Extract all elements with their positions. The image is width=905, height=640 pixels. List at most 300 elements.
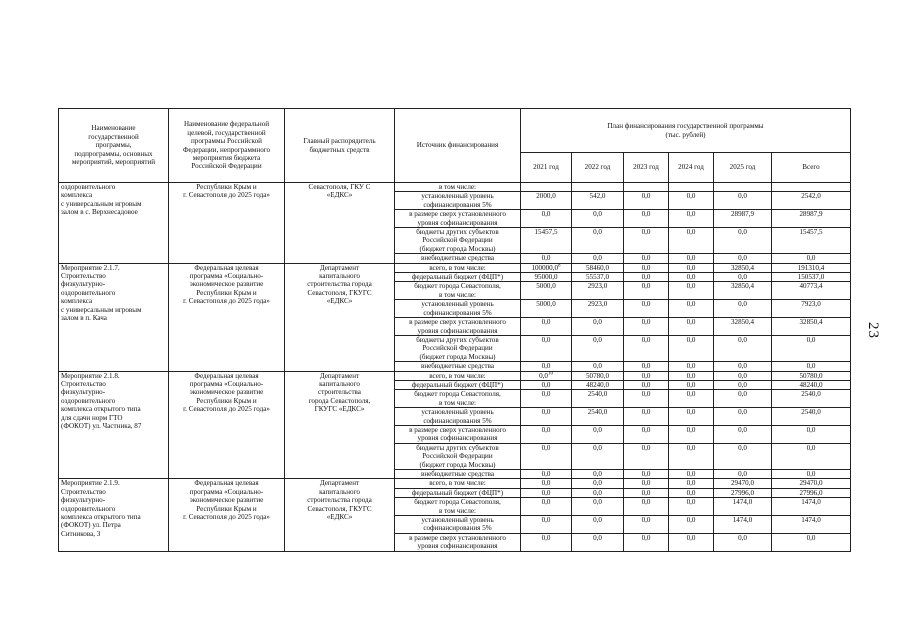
value-text: 0,0 — [686, 273, 696, 282]
year-value-cell — [624, 380, 669, 389]
funding-source-cell: бюджеты других субъектов Российской Федерации (бюджет города Москвы) — [395, 228, 521, 254]
value-text: 0,0 — [641, 516, 651, 525]
year-value-cell — [669, 183, 714, 192]
federal-program-cell: Федеральная целевая программа «Социально- экономическое развитие Республики Крым и г. Севастополя до 2025 года» — [169, 371, 285, 479]
year-value-cell — [669, 470, 714, 479]
total-value-cell — [772, 335, 851, 361]
year-value-cell — [714, 183, 772, 192]
year-value-cell — [521, 443, 572, 469]
value-text: 0,0 — [541, 488, 551, 497]
year-value-cell — [714, 425, 772, 443]
value-text: 0,0 — [686, 371, 696, 380]
year-value-cell — [572, 228, 624, 254]
year-value-cell — [521, 183, 572, 192]
year-value-cell — [521, 335, 572, 361]
funding-source-cell: в размере сверх установленного уровня софинансирования — [395, 318, 521, 336]
year-value-cell — [624, 470, 669, 479]
value-text: 28987,9 — [799, 210, 823, 219]
total-value-cell — [772, 408, 851, 426]
year-value-cell — [669, 254, 714, 263]
year-value-cell — [714, 380, 772, 389]
value-text: 0,0 — [541, 390, 551, 399]
value-text: 0,0 — [806, 335, 816, 344]
header-year: 2023 год — [624, 153, 669, 183]
value-text: 0,0 — [641, 443, 651, 452]
year-value-cell — [624, 425, 669, 443]
value-text: 0,0 — [738, 380, 747, 389]
budget-manager-cell: Севастополя, ГКУ С «ЕДКС» — [285, 183, 395, 264]
value-text: 0,0 — [541, 408, 551, 417]
value-text: 0,0 — [686, 516, 696, 525]
year-value-cell — [521, 371, 572, 380]
year-value-cell — [669, 335, 714, 361]
value-text: 0,0 — [593, 362, 602, 371]
funding-source-cell: бюджеты других субъектов Российской Федерации (бюджет города Москвы) — [395, 335, 521, 361]
value-text: 29470,0 — [799, 479, 823, 488]
year-value-cell — [624, 362, 669, 371]
year-value-cell — [669, 371, 714, 380]
year-value-cell — [714, 390, 772, 408]
year-value-cell — [714, 498, 772, 516]
year-value-cell — [624, 273, 669, 282]
year-value-cell — [669, 498, 714, 516]
year-value-cell — [572, 498, 624, 516]
year-value-cell — [669, 263, 714, 272]
total-value-cell — [772, 488, 851, 497]
value-text: 0,0 — [686, 443, 696, 452]
total-value-cell — [772, 443, 851, 469]
year-value-cell — [572, 408, 624, 426]
year-value-cell — [521, 228, 572, 254]
total-value-cell — [772, 228, 851, 254]
value-text: 0,0 — [541, 210, 551, 219]
value-text: 27996,0 — [730, 488, 755, 497]
value-text: 0,0 — [593, 254, 602, 263]
value-text: 0,0 — [541, 254, 551, 263]
year-value-cell — [714, 533, 772, 551]
value-text: 2540,0 — [587, 390, 608, 399]
header-budget-manager: Главный распорядитель бюджетных средств — [285, 109, 395, 183]
value-text: 0,0 — [806, 443, 816, 452]
funding-source-cell: в размере сверх установленного уровня софинансирования — [395, 533, 521, 551]
year-value-cell — [572, 273, 624, 282]
value-text: 0,0 — [686, 408, 696, 417]
header-financing-plan: План финансирования государственной программы (тыс. рублей) — [521, 109, 851, 153]
year-value-cell — [521, 498, 572, 516]
value-text: 2542,0 — [801, 192, 821, 201]
year-value-cell — [624, 533, 669, 551]
value-text: 0,0 — [738, 470, 747, 478]
value-text: 0,0 — [738, 228, 747, 237]
year-value-cell — [521, 300, 572, 318]
value-text: 0,0 — [686, 210, 696, 219]
table-row — [59, 371, 851, 380]
year-value-cell — [521, 254, 572, 263]
funding-source-cell: установленный уровень софинансирования 5% — [395, 192, 521, 210]
year-value-cell — [572, 282, 624, 300]
federal-program-cell: Республики Крым и г. Севастополя до 2025 года» — [169, 183, 285, 264]
value-text: 50780,0 — [799, 371, 823, 380]
federal-program-cell: Федеральная целевая программа «Социально- экономическое развитие Республики Крым и г. Севастополя до 2025 года» — [169, 479, 285, 551]
year-value-cell — [624, 443, 669, 469]
value-text: 0,0 — [593, 335, 602, 344]
year-value-cell — [521, 488, 572, 497]
value-text: 0,0 — [541, 533, 551, 542]
value-text: 15457,5 — [799, 228, 823, 237]
year-value-cell — [624, 479, 669, 488]
year-value-cell — [572, 371, 624, 380]
year-value-cell — [714, 408, 772, 426]
year-value-cell — [572, 470, 624, 479]
value-text: 0,0 — [593, 516, 602, 525]
footnote-mark: 10 — [547, 371, 553, 377]
value-text: 2923,0 — [587, 300, 608, 309]
year-value-cell — [572, 183, 624, 192]
value-text: 0,0 — [738, 425, 747, 434]
year-value-cell — [714, 254, 772, 263]
value-text: 0,0 — [686, 479, 696, 488]
year-value-cell — [572, 335, 624, 361]
value-text: 1474,0 — [732, 516, 753, 525]
total-value-cell — [772, 254, 851, 263]
value-text: 0,0 — [593, 443, 602, 452]
value-text: 48240,0 — [585, 380, 610, 389]
total-value-cell — [772, 498, 851, 516]
funding-source-cell: внебюджетные средства — [395, 362, 521, 371]
value-text: 0,0 — [541, 425, 551, 434]
year-value-cell — [714, 479, 772, 488]
year-value-cell — [521, 263, 572, 272]
total-value-cell — [772, 263, 851, 272]
year-value-cell — [624, 183, 669, 192]
total-value-cell — [772, 210, 851, 228]
funding-source-cell: в размере сверх установленного уровня софинансирования — [395, 425, 521, 443]
funding-source-cell: федеральный бюджет (ФЦП*) — [395, 273, 521, 282]
value-text: 0,0 — [539, 371, 548, 380]
value-text: 0,0 — [738, 390, 747, 399]
year-value-cell — [714, 192, 772, 210]
total-value-cell — [772, 380, 851, 389]
year-value-cell — [521, 210, 572, 228]
measure-name-cell: оздоровительного комплекса с универсальным игровым залом в с. Верхнесадовое — [59, 183, 169, 264]
year-value-cell — [669, 533, 714, 551]
value-text: 0,0 — [738, 362, 747, 371]
value-text: 0,0 — [738, 408, 747, 417]
financing-table — [58, 108, 851, 552]
year-value-cell — [521, 470, 572, 479]
year-value-cell — [521, 192, 572, 210]
year-value-cell — [521, 362, 572, 371]
year-value-cell — [572, 380, 624, 389]
year-value-cell — [624, 263, 669, 272]
year-value-cell — [521, 533, 572, 551]
value-text: 0,0 — [686, 318, 696, 327]
value-text: 0,0 — [641, 273, 651, 282]
value-text: 1474,0 — [801, 516, 821, 525]
year-value-cell — [669, 192, 714, 210]
header-year: 2021 год — [521, 153, 572, 183]
header-funding-source: Источник финансирования — [395, 109, 521, 183]
year-value-cell — [624, 254, 669, 263]
header-total: Всего — [772, 153, 851, 183]
value-text: 0,0 — [686, 300, 696, 309]
value-text: 2000,0 — [536, 192, 556, 201]
value-text: 0,0 — [686, 335, 696, 344]
value-text: 0,0 — [686, 263, 696, 272]
total-value-cell — [772, 479, 851, 488]
year-value-cell — [714, 362, 772, 371]
value-text: 32850,4 — [799, 318, 823, 327]
value-text: 0,0 — [738, 533, 747, 542]
year-value-cell — [669, 228, 714, 254]
year-value-cell — [572, 362, 624, 371]
total-value-cell — [772, 192, 851, 210]
year-value-cell — [521, 516, 572, 534]
value-text: 2923,0 — [587, 282, 608, 291]
year-value-cell — [624, 300, 669, 318]
footnote-mark: 8 — [558, 263, 561, 269]
year-value-cell — [669, 380, 714, 389]
year-value-cell — [572, 479, 624, 488]
year-value-cell — [669, 488, 714, 497]
value-text: 0,0 — [686, 533, 696, 542]
total-value-cell — [772, 516, 851, 534]
value-text: 0,0 — [806, 533, 816, 542]
value-text: 0,0 — [686, 470, 696, 478]
year-value-cell — [521, 318, 572, 336]
total-value-cell — [772, 371, 851, 380]
value-text: 0,0 — [593, 479, 602, 488]
year-value-cell — [521, 425, 572, 443]
year-value-cell — [624, 228, 669, 254]
year-value-cell — [669, 425, 714, 443]
value-text: 1474,0 — [801, 498, 821, 507]
value-text: 0,0 — [641, 192, 651, 201]
year-value-cell — [714, 228, 772, 254]
value-text: 32850,4 — [730, 318, 755, 327]
value-text: 0,0 — [686, 228, 696, 237]
total-value-cell — [772, 390, 851, 408]
year-value-cell — [669, 408, 714, 426]
value-text: 0,0 — [738, 273, 747, 282]
year-value-cell — [572, 210, 624, 228]
value-text: 0,0 — [806, 470, 816, 478]
value-text: 0,0 — [593, 210, 602, 219]
total-value-cell — [772, 300, 851, 318]
page-number: 23 — [865, 322, 881, 339]
header-year: 2024 год — [669, 153, 714, 183]
header-year: 2025 год — [714, 153, 772, 183]
year-value-cell — [624, 408, 669, 426]
funding-source-cell: всего, в том числе: — [395, 371, 521, 380]
value-text: 55537,0 — [585, 273, 610, 282]
year-value-cell — [714, 263, 772, 272]
value-text: 0,0 — [686, 380, 696, 389]
table-row — [59, 183, 851, 192]
year-value-cell — [572, 263, 624, 272]
budget-manager-cell: Департамент капитального строительства города Севастополя, ГКУГС «ЕДКС» — [285, 371, 395, 479]
header-federal-program: Наименование федеральной целевой, государственной программы Российской Федерации, непрограммного мероприятия бюджета Российской Федерации — [169, 109, 285, 183]
value-text: 0,0 — [806, 362, 816, 371]
year-value-cell — [669, 300, 714, 318]
year-value-cell — [714, 273, 772, 282]
value-text: 95000,0 — [534, 273, 558, 282]
total-value-cell — [772, 282, 851, 300]
year-value-cell — [714, 516, 772, 534]
year-value-cell — [714, 318, 772, 336]
year-value-cell — [714, 335, 772, 361]
budget-manager-cell: Департамент капитального строительства города Севастополя, ГКУГС «ЕДКС» — [285, 263, 395, 371]
total-value-cell — [772, 470, 851, 479]
table-body — [59, 183, 851, 552]
value-text: 29470,0 — [730, 479, 755, 488]
value-text: 0,0 — [686, 254, 696, 263]
value-text: 0,0 — [641, 228, 651, 237]
value-text: 0,0 — [641, 425, 651, 434]
value-text: 0,0 — [738, 192, 747, 201]
funding-source-cell: внебюджетные средства — [395, 254, 521, 263]
year-value-cell — [572, 192, 624, 210]
header-program-name: Наименование государственной программы, подпрограммы, основных мероприятий, мероприятий — [59, 109, 169, 183]
total-value-cell — [772, 362, 851, 371]
value-text: 0,0 — [806, 425, 816, 434]
value-text: 0,0 — [641, 470, 651, 478]
funding-source-cell: внебюджетные средства — [395, 470, 521, 479]
value-text: 50780,0 — [585, 371, 610, 380]
table-row — [59, 479, 851, 488]
value-text: 0,0 — [686, 425, 696, 434]
year-value-cell — [714, 282, 772, 300]
year-value-cell — [572, 488, 624, 497]
funding-source-cell: федеральный бюджет (ФЦП*) — [395, 380, 521, 389]
year-value-cell — [572, 254, 624, 263]
year-value-cell — [521, 408, 572, 426]
value-text: 0,0 — [738, 443, 747, 452]
value-text: 40773,4 — [799, 282, 823, 291]
value-text: 0,0 — [541, 516, 551, 525]
value-text: 0,0 — [541, 318, 551, 327]
year-value-cell — [624, 488, 669, 497]
value-text: 0,0 — [686, 362, 696, 371]
value-text: 0,0 — [593, 488, 602, 497]
value-text: 0,0 — [641, 380, 651, 389]
value-text: 0,0 — [641, 282, 651, 291]
value-text: 0,0 — [641, 210, 651, 219]
value-text: 32850,4 — [730, 282, 755, 291]
year-value-cell — [572, 318, 624, 336]
value-text: 0,0 — [686, 192, 696, 201]
value-text: 2540,0 — [801, 408, 821, 417]
total-value-cell — [772, 183, 851, 192]
value-text: 58460,0 — [585, 263, 610, 272]
measure-name-cell: Мероприятие 2.1.8. Строительство физкультурно- оздоровительного комплекса открытого типа для сдачи норм ГТО (ФОКОТ) ул. Частника, 87 — [59, 371, 169, 479]
value-text: 15457,5 — [534, 228, 558, 237]
funding-source-cell: бюджет города Севастополя, в том числе: — [395, 498, 521, 516]
value-text: 0,0 — [541, 362, 551, 371]
value-text: 5000,0 — [536, 300, 556, 309]
value-text: 0,0 — [738, 254, 747, 263]
measure-name-cell: Мероприятие 2.1.9. Строительство физкультурно- оздоровительного комплекса открытого типа (ФОКОТ) ул. Петра Ситникова, 3 — [59, 479, 169, 551]
value-text: 0,0 — [641, 318, 651, 327]
year-value-cell — [669, 210, 714, 228]
year-value-cell — [521, 479, 572, 488]
year-value-cell — [669, 362, 714, 371]
value-text: 0,0 — [593, 470, 602, 478]
year-value-cell — [669, 318, 714, 336]
value-text: 0,0 — [593, 425, 602, 434]
funding-source-cell: федеральный бюджет (ФЦП*) — [395, 488, 521, 497]
value-text: 0,0 — [738, 335, 747, 344]
value-text: 48240,0 — [799, 380, 823, 389]
value-text: 5000,0 — [536, 282, 556, 291]
year-value-cell — [669, 390, 714, 408]
funding-source-cell: установленный уровень софинансирования 5% — [395, 516, 521, 534]
value-text: 150537,0 — [797, 273, 825, 282]
funding-source-cell: установленный уровень софинансирования 5% — [395, 300, 521, 318]
year-value-cell — [624, 210, 669, 228]
value-text: 0,0 — [641, 488, 651, 497]
value-text: 1474,0 — [732, 498, 753, 507]
budget-manager-cell: Департамент капитального строительства города Севастополя, ГКУГС «ЕДКС» — [285, 479, 395, 551]
value-text: 0,0 — [738, 371, 747, 380]
year-value-cell — [572, 425, 624, 443]
funding-source-cell: в размере сверх установленного уровня софинансирования — [395, 210, 521, 228]
value-text: 0,0 — [641, 300, 651, 309]
year-value-cell — [624, 516, 669, 534]
table-row — [59, 263, 851, 272]
value-text: 0,0 — [641, 533, 651, 542]
year-value-cell — [624, 371, 669, 380]
federal-program-cell: Федеральная целевая программа «Социально- экономическое развитие Республики Крым и г. Севастополя до 2025 года» — [169, 263, 285, 371]
year-value-cell — [624, 282, 669, 300]
value-text: 0,0 — [541, 380, 551, 389]
value-text: 0,0 — [593, 318, 602, 327]
year-value-cell — [714, 470, 772, 479]
year-value-cell — [624, 390, 669, 408]
value-text: 27996,0 — [799, 488, 823, 497]
value-text: 0,0 — [738, 300, 747, 309]
year-value-cell — [624, 498, 669, 516]
value-text: 0,0 — [641, 371, 651, 380]
value-text: 0,0 — [686, 390, 696, 399]
year-value-cell — [624, 335, 669, 361]
value-text: 0,0 — [593, 498, 602, 507]
funding-source-cell: бюджет города Севастополя, в том числе: — [395, 282, 521, 300]
value-text: 0,0 — [641, 479, 651, 488]
funding-source-cell: бюджет города Севастополя, в том числе: — [395, 390, 521, 408]
value-text: 0,0 — [593, 228, 602, 237]
value-text: 0,0 — [541, 335, 551, 344]
total-value-cell — [772, 273, 851, 282]
year-value-cell — [669, 479, 714, 488]
value-text: 0,0 — [641, 408, 651, 417]
measure-name-cell: Мероприятие 2.1.7. Строительство физкультурно- оздоровительного комплекса с универсальным игровым залом в п. Кача — [59, 263, 169, 371]
value-text: 0,0 — [686, 282, 696, 291]
value-text: 0,0 — [641, 498, 651, 507]
year-value-cell — [521, 273, 572, 282]
year-value-cell — [521, 390, 572, 408]
year-value-cell — [521, 282, 572, 300]
value-text: 0,0 — [641, 263, 651, 272]
year-value-cell — [714, 371, 772, 380]
value-text: 100000,0 — [531, 263, 559, 272]
value-text: 2540,0 — [587, 408, 608, 417]
year-value-cell — [669, 443, 714, 469]
header-year: 2022 год — [572, 153, 624, 183]
year-value-cell — [714, 488, 772, 497]
value-text: 0,0 — [641, 335, 651, 344]
value-text: 0,0 — [806, 254, 816, 263]
